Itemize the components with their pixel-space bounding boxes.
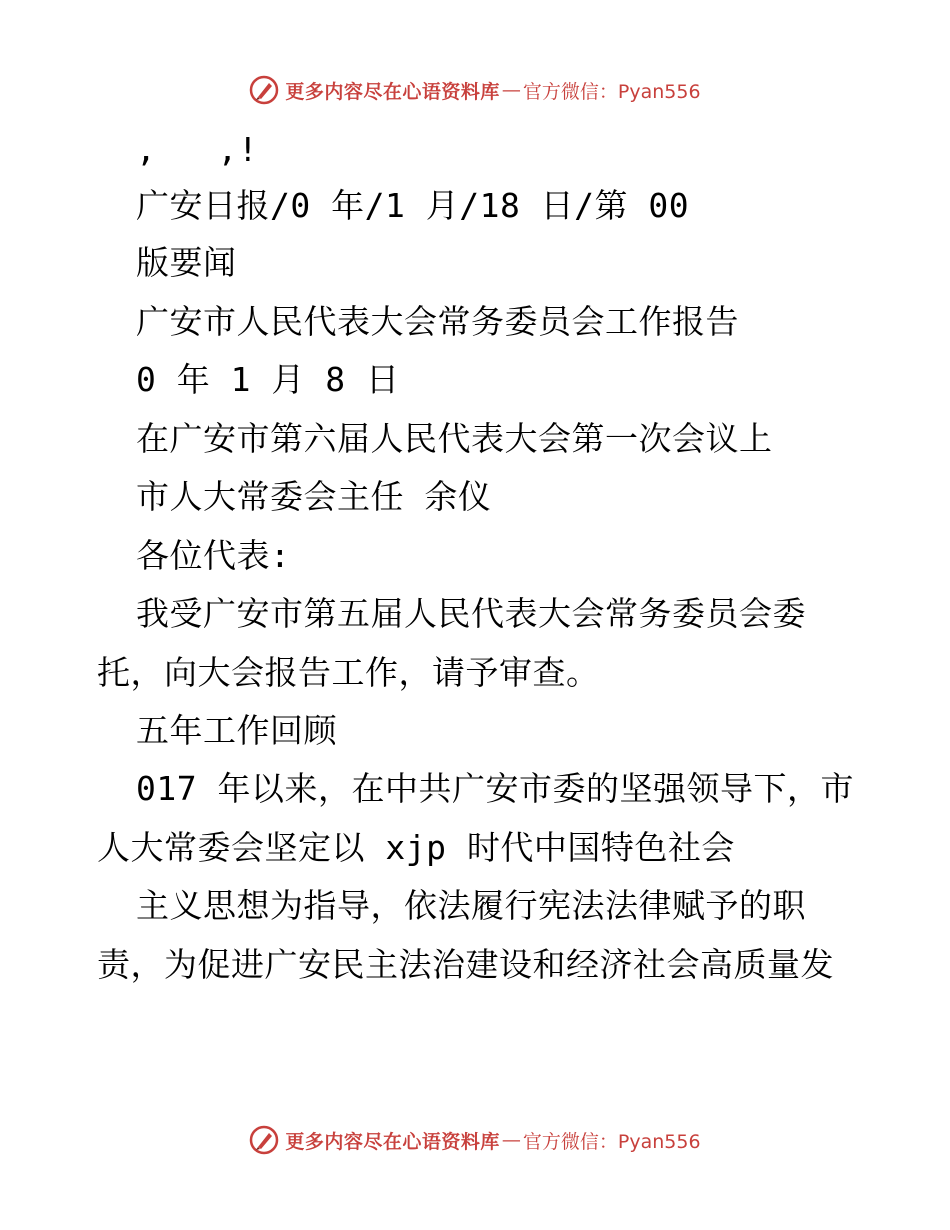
banner-wechat-text: 官方微信：Pyan556 — [522, 80, 701, 103]
report-title: 广安市人民代表大会常务委员会工作报告 — [136, 302, 739, 341]
banner-separator: — — [501, 79, 521, 101]
banner-wechat-text: 官方微信：Pyan556 — [522, 1130, 701, 1153]
text-line: 主义思想为指导，依法履行宪法法律赋予的职 — [136, 886, 806, 925]
report-date: 0 年 1 月 8 日 — [136, 360, 400, 399]
banner-main-text: 更多内容尽在心语资料库 — [285, 80, 500, 103]
text-line: 我受广安市第五届人民代表大会常务委员会委 — [136, 594, 806, 633]
text-line: 版要闻 — [136, 243, 237, 282]
footer-banner — [0, 1120, 950, 1160]
text-line: 责，为促进广安民主法治建设和经济社会高质量发 — [97, 945, 834, 984]
salutation: 各位代表: — [136, 536, 291, 575]
text-line: 托，向大会报告工作，请予审查。 — [97, 653, 600, 692]
text-line: , ,! — [136, 130, 259, 169]
text-line: 017 年以来，在中共广安市委的坚强领导下，市 — [136, 769, 854, 808]
text-line: 在广安市第六届人民代表大会第一次会议上 — [136, 419, 773, 458]
text-line: 广安日报/0 年/1 月/18 日/第 00 — [136, 186, 690, 225]
header-banner — [0, 70, 950, 110]
pen-logo-icon — [249, 1125, 279, 1155]
author-line: 市人大常委会主任 余仪 — [136, 477, 492, 516]
section-heading: 五年工作回顾 — [136, 711, 337, 750]
pen-logo-icon — [249, 75, 279, 105]
banner-separator: — — [501, 1129, 521, 1151]
text-line: 人大常委会坚定以 xjp 时代中国特色社会 — [97, 828, 735, 867]
banner-main-text: 更多内容尽在心语资料库 — [285, 1130, 500, 1153]
